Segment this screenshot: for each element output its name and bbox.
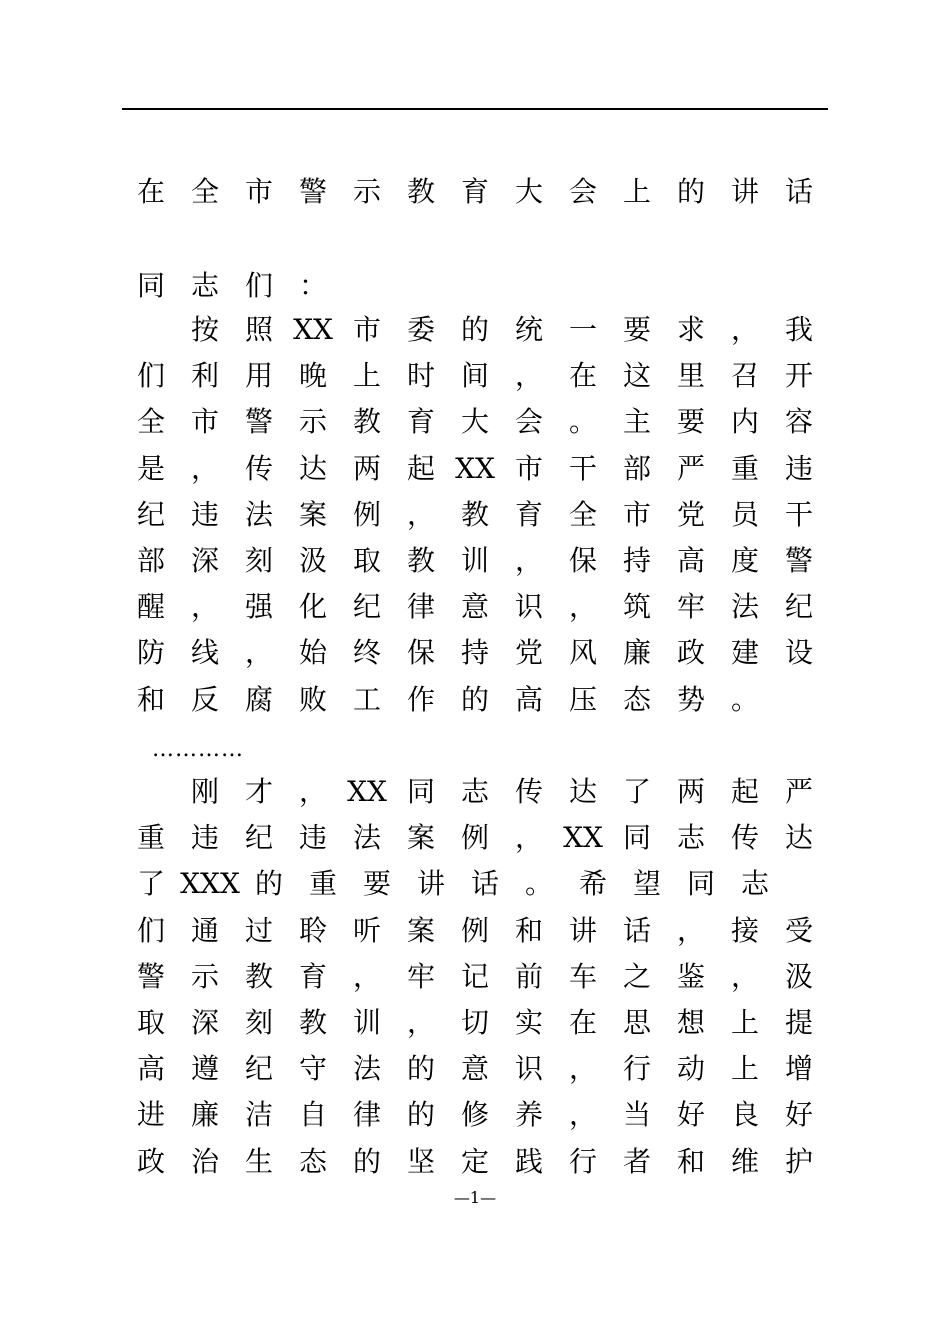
paragraph-line: 纪 违 法 案 例 ， 教 育 全 市 党 员 干 xyxy=(136,497,813,531)
document-title: 在 全 市 警 示 教 育 大 会 上 的 讲 话 xyxy=(136,175,813,208)
paragraph-line: 重 违 纪 违 法 案 例 ， XX 同 志 传 达 xyxy=(136,821,813,855)
salutation: 同 志 们 ： xyxy=(136,269,327,302)
paragraph-line: 醒 ， 强 化 纪 律 意 识 ， 筑 牢 法 纪 xyxy=(136,590,813,624)
paragraph-line: 政 治 生 态 的 坚 定 践 行 者 和 维 护 xyxy=(136,1144,813,1178)
paragraph-line: 防 线 ， 始 终 保 持 党 风 廉 政 建 设 xyxy=(136,636,813,670)
paragraph-line: 了 XXX 的 重 要 讲 话 。 希 望 同 志 xyxy=(136,867,769,901)
paragraph-line: 部 深 刻 汲 取 教 训 ， 保 持 高 度 警 xyxy=(136,544,813,577)
paragraph-line: 是 ， 传 达 两 起 XX 市 干 部 严 重 违 xyxy=(136,451,813,485)
paragraph-line: 取 深 刻 教 训 ， 切 实 在 思 想 上 提 xyxy=(136,1006,813,1039)
paragraph-line: 刚 才 ， XX 同 志 传 达 了 两 起 严 xyxy=(190,775,813,808)
ellipsis: ………… xyxy=(152,737,244,762)
paragraph-line: 进 廉 洁 自 律 的 修 养 ， 当 好 良 好 xyxy=(136,1098,813,1132)
paragraph-line: 们 利 用 晚 上 时 间 ， 在 这 里 召 开 xyxy=(136,359,813,393)
page-number: —1— xyxy=(453,1188,497,1207)
header-rule xyxy=(122,108,828,110)
paragraph-line: 警 示 教 育 ， 牢 记 前 车 之 鉴 ， 汲 xyxy=(136,959,813,993)
paragraph-line: 和 反 腐 败 工 作 的 高 压 态 势 。 xyxy=(136,682,759,716)
paragraph-line: 按 照 XX 市 委 的 统 一 要 求 ， 我 xyxy=(190,313,813,346)
paragraph-line: 高 遵 纪 守 法 的 意 识 ， 行 动 上 增 xyxy=(136,1052,813,1086)
paragraph-line: 全 市 警 示 教 育 大 会 。 主 要 内 容 xyxy=(136,405,813,439)
paragraph-line: 们 通 过 聆 听 案 例 和 讲 话 ， 接 受 xyxy=(136,913,813,947)
